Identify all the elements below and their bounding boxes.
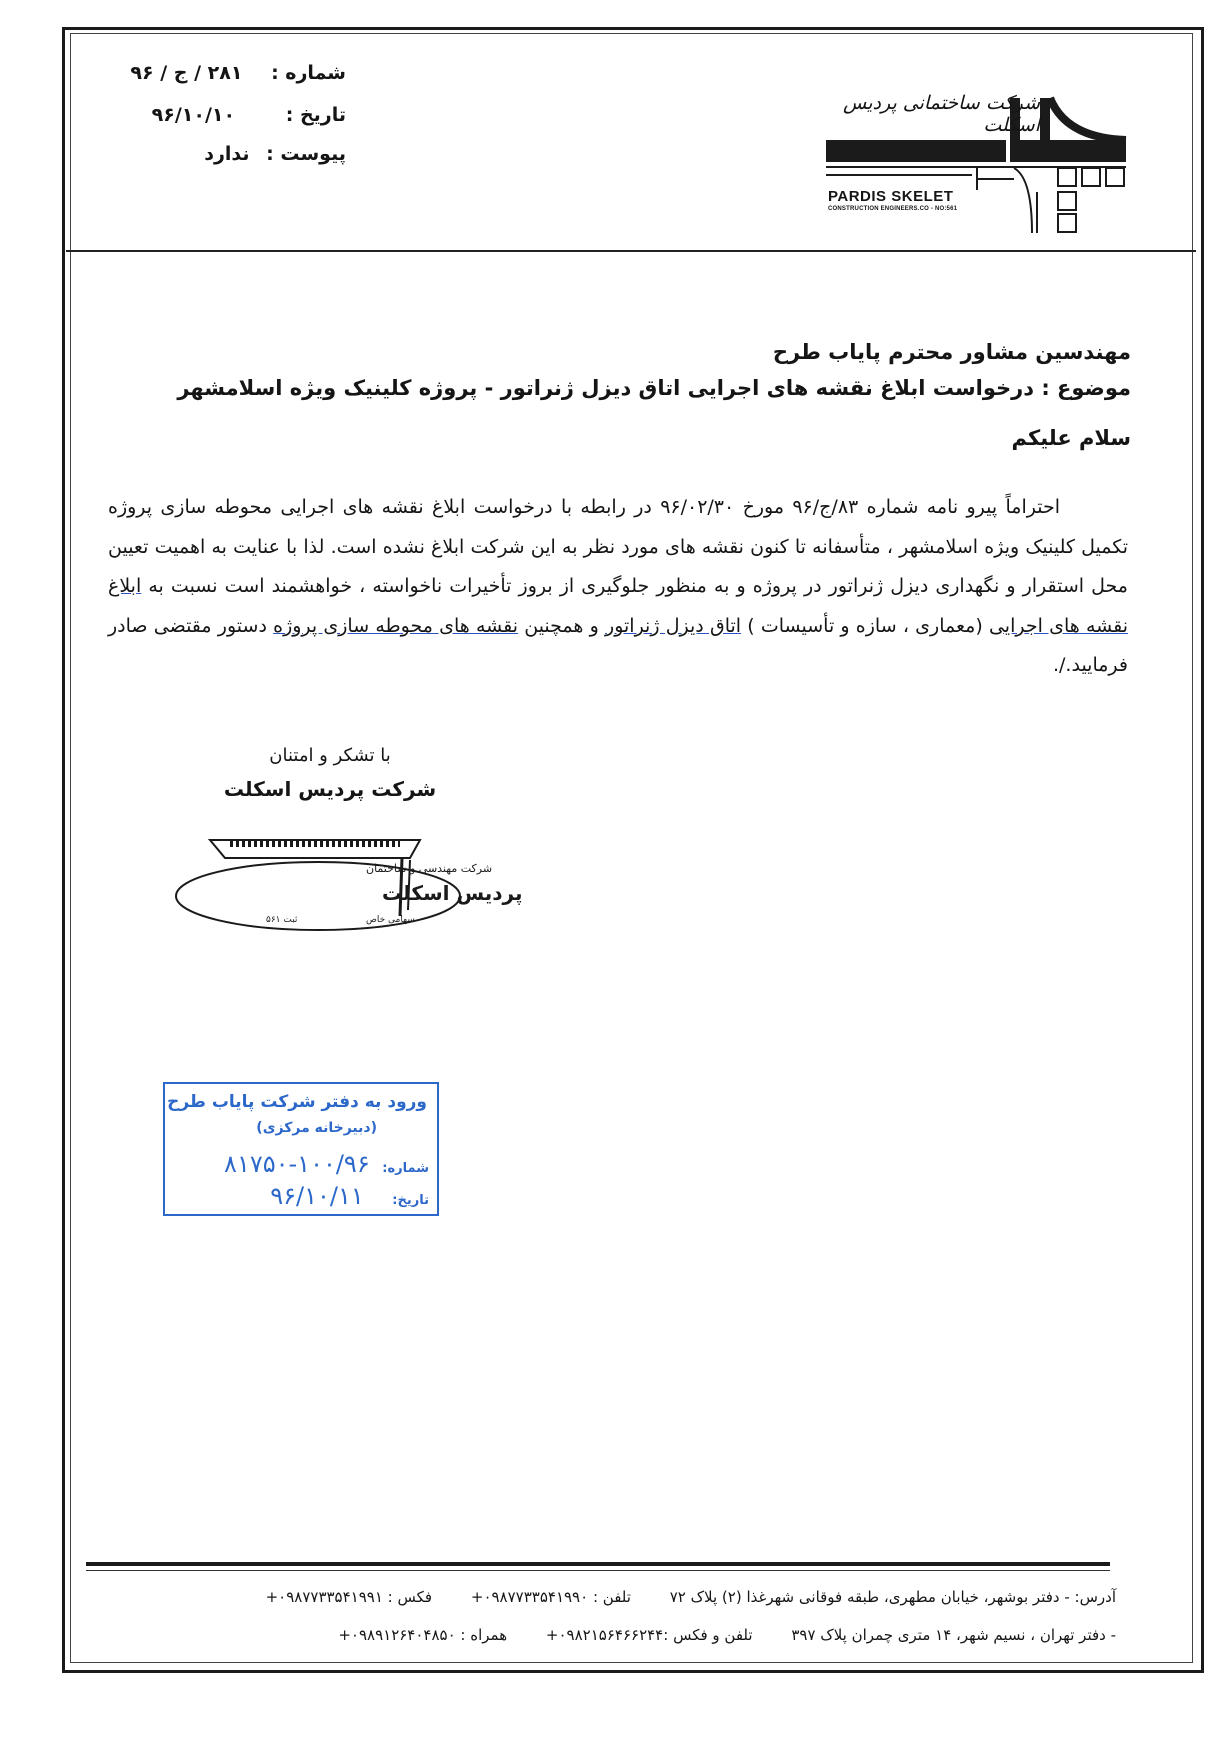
stamp-date-label: تاریخ:: [392, 1193, 429, 1208]
footer-address-2: - دفتر تهران ، نسیم شهر، ۱۴ متری چمران پلاک ۳۹۷: [791, 1626, 1116, 1644]
body-part-1: احتراماً پیرو نامه شماره ۸۳/ج/۹۶ مورخ ۹۶/۰۲/۳۰ در رابطه با درخواست ابلاغ نقشه های اجرایی محوطه سازی پروژه تکمیل کلینیک ویژه اسلامشهر ، متأسفانه تا کنون نقشه های مورد نظر به این شرکت ابلاغ نشده است. لذا با عنایت به اهمیت تعیین محل استقرار و نگهداری دیزل ژنراتور در پروژه و به منظور جلوگیری از بروز تأخیرات ناخواسته ، خواهشمند است نسبت به: [108, 496, 1128, 597]
footer-mobile-2: همراه : ۰۹۸۹۱۲۶۴۰۴۸۵۰+: [338, 1626, 508, 1644]
stamp-number: [224, 1150, 429, 1178]
footer-phone-1: تلفن : ۰۹۸۷۷۳۳۵۴۱۹۹۰+: [470, 1588, 631, 1606]
seal-line-1: شرکت مهندسی و ساختمان: [366, 862, 493, 875]
company-logo-english-name: PARDIS SKELET: [828, 188, 954, 205]
stamp-number-label: شماره:: [382, 1161, 429, 1176]
body-underlined-2: اتاق دیزل ژنراتور: [605, 614, 742, 637]
letter-number-value: ۲۸۱ / ج / ۹۶: [130, 62, 243, 84]
footer-phonefax-2: تلفن و فکس :۰۹۸۲۱۵۶۴۶۶۲۴۴+: [545, 1626, 753, 1644]
body-underlined-3: نقشه های محوطه سازی پروژه: [273, 614, 519, 637]
footer-fax-1: فکس : ۰۹۸۷۷۳۳۵۴۱۹۹۱+: [265, 1588, 433, 1606]
company-logo-english-sub: CONSTRUCTION ENGINEERS.CO - NO:561: [828, 206, 958, 212]
seal-line-4: ثبت ۵۶۱: [266, 915, 298, 925]
footer-address-1: آدرس: - دفتر بوشهر، خیابان مطهری، طبقه فوقانی شهرغذا (۲) پلاک ۷۲: [669, 1588, 1116, 1606]
greeting: سلام علیکم: [1011, 426, 1131, 450]
letter-date-label: تاریخ :: [285, 104, 346, 126]
closing-thanks: با تشکر و امتنان: [269, 745, 391, 766]
letter-attachment: [204, 143, 346, 165]
company-seal-icon: [170, 820, 523, 940]
body-underlined-1: ابلاغ نقشه های اجرایی: [108, 575, 1128, 637]
body-part-3: و همچنین: [518, 614, 606, 637]
stamp-title: ورود به دفتر شرکت پایاب طرح: [167, 1092, 427, 1112]
seal-line-3: سهامی خاص: [366, 915, 415, 925]
closing-company: شرکت پردیس اسکلت: [223, 777, 437, 801]
stamp-date-value: ۹۶/۱۰/۱۱: [270, 1182, 364, 1210]
subject: موضوع : درخواست ابلاغ نقشه های اجرایی اتاق دیزل ژنراتور - پروژه کلینیک ویژه اسلامشهر: [177, 376, 1131, 400]
receiving-stamp: [163, 1082, 439, 1216]
stamp-number-value: ۱۰۰/۹۶-۸۱۷۵۰: [224, 1150, 370, 1178]
letter-date: [152, 104, 346, 126]
letter-number: [130, 62, 346, 84]
letter-body: [108, 488, 1128, 686]
footer-divider: [86, 1562, 1110, 1566]
body-part-4: دستور مقتضی صادر فرمایید./.: [108, 614, 1128, 676]
letter-date-value: ۹۶/۱۰/۱۰: [151, 104, 236, 126]
letter-attachment-value: ندارد: [204, 143, 250, 165]
addressee: مهندسین مشاور محترم پایاب طرح: [772, 340, 1131, 364]
stamp-date: [270, 1182, 429, 1210]
seal-line-2: پردیس اسکلت: [382, 881, 523, 905]
letter-attachment-label: پیوست :: [266, 143, 346, 165]
footer-bushehr: [232, 1588, 1116, 1606]
footer-divider-thin: [86, 1570, 1110, 1571]
stamp-subtitle: (دبیرخانه مرکزی): [256, 1120, 377, 1136]
company-logo-persian-name: شرکت ساختمانی پردیس اسکلت: [842, 92, 1040, 136]
header-divider: [66, 250, 1196, 252]
footer-tehran: [304, 1626, 1116, 1644]
body-part-2: (معماری ، سازه و تأسیسات ): [741, 614, 989, 637]
letter-number-label: شماره :: [271, 62, 346, 84]
